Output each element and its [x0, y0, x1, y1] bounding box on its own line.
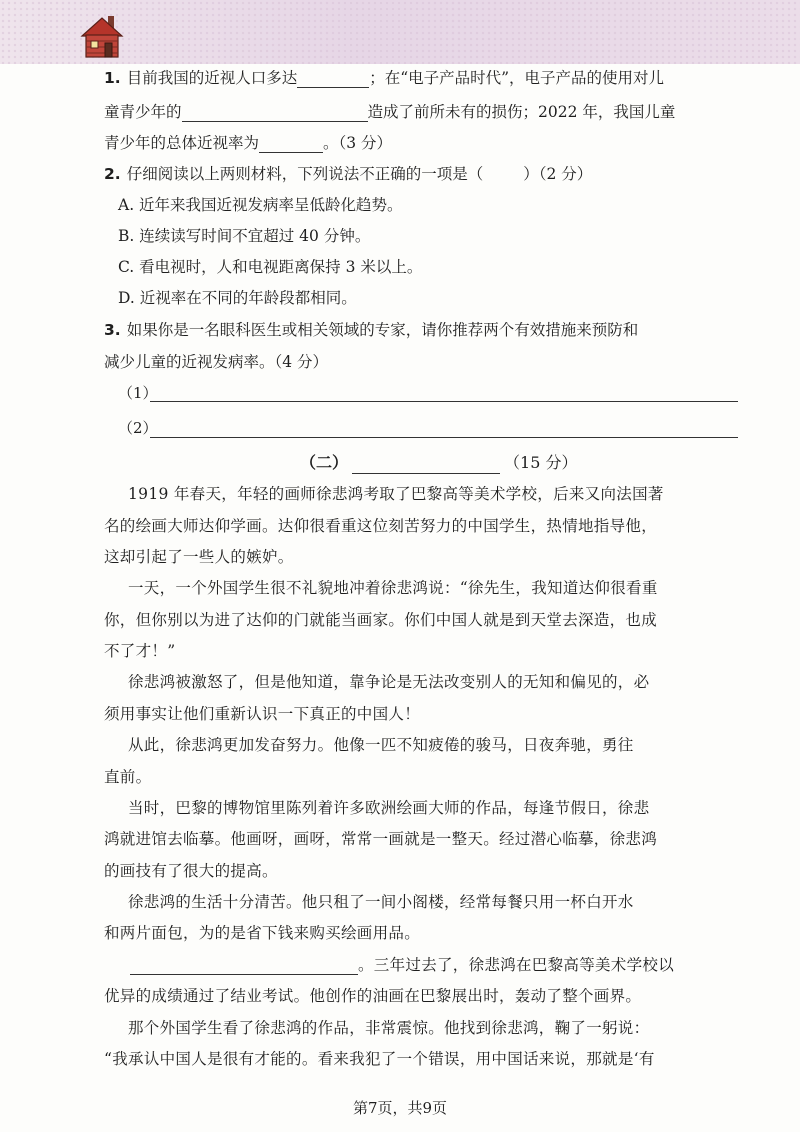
section-number: （二）	[300, 453, 349, 472]
passage-line: 当时，巴黎的博物馆里陈列着许多欧洲绘画大师的作品，每逢节假日，徐悲	[128, 799, 650, 817]
question-1-line-1	[104, 68, 744, 88]
section-score: （15 分）	[504, 453, 578, 472]
question-text: 造成了前所未有的损伤；2022 年，我国儿童	[367, 103, 676, 121]
section-title-blank[interactable]	[352, 455, 500, 474]
question-text: ）（2 分）	[523, 165, 593, 183]
passage-line: 一天，一个外国学生很不礼貌地冲着徐悲鸿说：“徐先生，我知道达仰很看重	[128, 579, 658, 597]
option-a: A. 近年来我国近视发病率呈低龄化趋势。	[118, 196, 403, 214]
answer-blank[interactable]	[297, 71, 369, 88]
question-text: 如果你是一名眼科医生或相关领域的专家，请你推荐两个有效措施来预防和	[126, 321, 639, 339]
passage-line: 那个外国学生看了徐悲鸿的作品，非常震惊。他找到徐悲鸿，鞠了一躬说：	[128, 1019, 650, 1037]
question-text: 青少年的总体近视率为	[104, 134, 260, 152]
option-b: B. 连续读写时间不宜超过 40 分钟。	[118, 227, 371, 245]
passage-line: 名的绘画大师达仰学画。达仰很看重这位刻苦努力的中国学生，热情地指导他，	[104, 517, 658, 535]
question-3-line-1	[104, 320, 744, 340]
answer-line-2[interactable]	[150, 436, 738, 438]
option-d: D. 近视率在不同的年龄段都相同。	[118, 289, 357, 307]
passage-text: 。三年过去了，徐悲鸿在巴黎高等美术学校以	[358, 956, 675, 974]
house-icon	[80, 14, 124, 60]
question-text: 。（3 分）	[323, 134, 393, 152]
passage-line: 的画技有了很大的提高。	[104, 862, 278, 880]
passage-line: 这却引起了一些人的嫉妒。	[104, 548, 294, 566]
question-text: ；在“电子产品时代”，电子产品的使用对儿	[369, 69, 665, 87]
passage-line: 和两片面包，为的是省下钱来购买绘画用品。	[104, 924, 421, 942]
passage-line: 直前。	[104, 768, 152, 786]
question-number: 2.	[104, 165, 121, 183]
passage-blank[interactable]	[130, 958, 358, 975]
question-text: 仔细阅读以上两则材料，下列说法不正确的一项是（	[126, 165, 484, 183]
passage-line: “我承认中国人是很有才能的。看来我犯了一个错误，用中国话来说，那就是‘有	[104, 1050, 655, 1068]
question-text: 目前我国的近视人口多达	[126, 69, 298, 87]
answer-label-2: （2）	[118, 419, 158, 437]
passage-line: 从此，徐悲鸿更加发奋努力。他像一匹不知疲倦的骏马，日夜奔驰，勇往	[128, 736, 634, 754]
passage-line: 1919 年春天，年轻的画师徐悲鸿考取了巴黎高等美术学校，后来又向法国著	[128, 485, 664, 503]
passage-line-with-blank	[130, 955, 674, 975]
question-1-line-2	[104, 102, 744, 122]
page-footer: 第7页，共9页	[352, 1099, 448, 1117]
section-title	[300, 452, 600, 474]
passage-line: 优异的成绩通过了结业考试。他创作的油画在巴黎展出时，轰动了整个画界。	[104, 987, 642, 1005]
passage-line: 徐悲鸿的生活十分清苦。他只租了一间小阁楼，经常每餐只用一杯白开水	[128, 893, 634, 911]
passage-line: 鸿就进馆去临摹。他画呀，画呀，常常一画就是一整天。经过潜心临摹，徐悲鸿	[104, 830, 658, 848]
passage-line: 不了才！”	[104, 642, 176, 660]
question-text: 减少儿童的近视发病率。（4 分）	[104, 353, 329, 371]
question-2	[104, 164, 744, 184]
passage-line: 须用事实让他们重新认识一下真正的中国人！	[104, 705, 421, 723]
passage-line: 你，但你别以为进了达仰的门就能当画家。你们中国人就是到天堂去深造，也成	[104, 611, 658, 629]
answer-blank[interactable]	[259, 136, 323, 153]
passage-line: 徐悲鸿被激怒了，但是他知道，靠争论是无法改变别人的无知和偏见的，必	[128, 673, 650, 691]
question-3-line-2	[104, 352, 744, 372]
question-1-line-3	[104, 133, 744, 153]
question-number: 1.	[104, 69, 121, 87]
answer-label-1: （1）	[118, 384, 158, 402]
question-number: 3.	[104, 321, 121, 339]
answer-line-1[interactable]	[150, 400, 738, 402]
question-text: 童青少年的	[104, 103, 182, 121]
option-c: C. 看电视时，人和电视距离保持 3 米以上。	[118, 258, 423, 276]
answer-blank[interactable]	[182, 105, 368, 122]
